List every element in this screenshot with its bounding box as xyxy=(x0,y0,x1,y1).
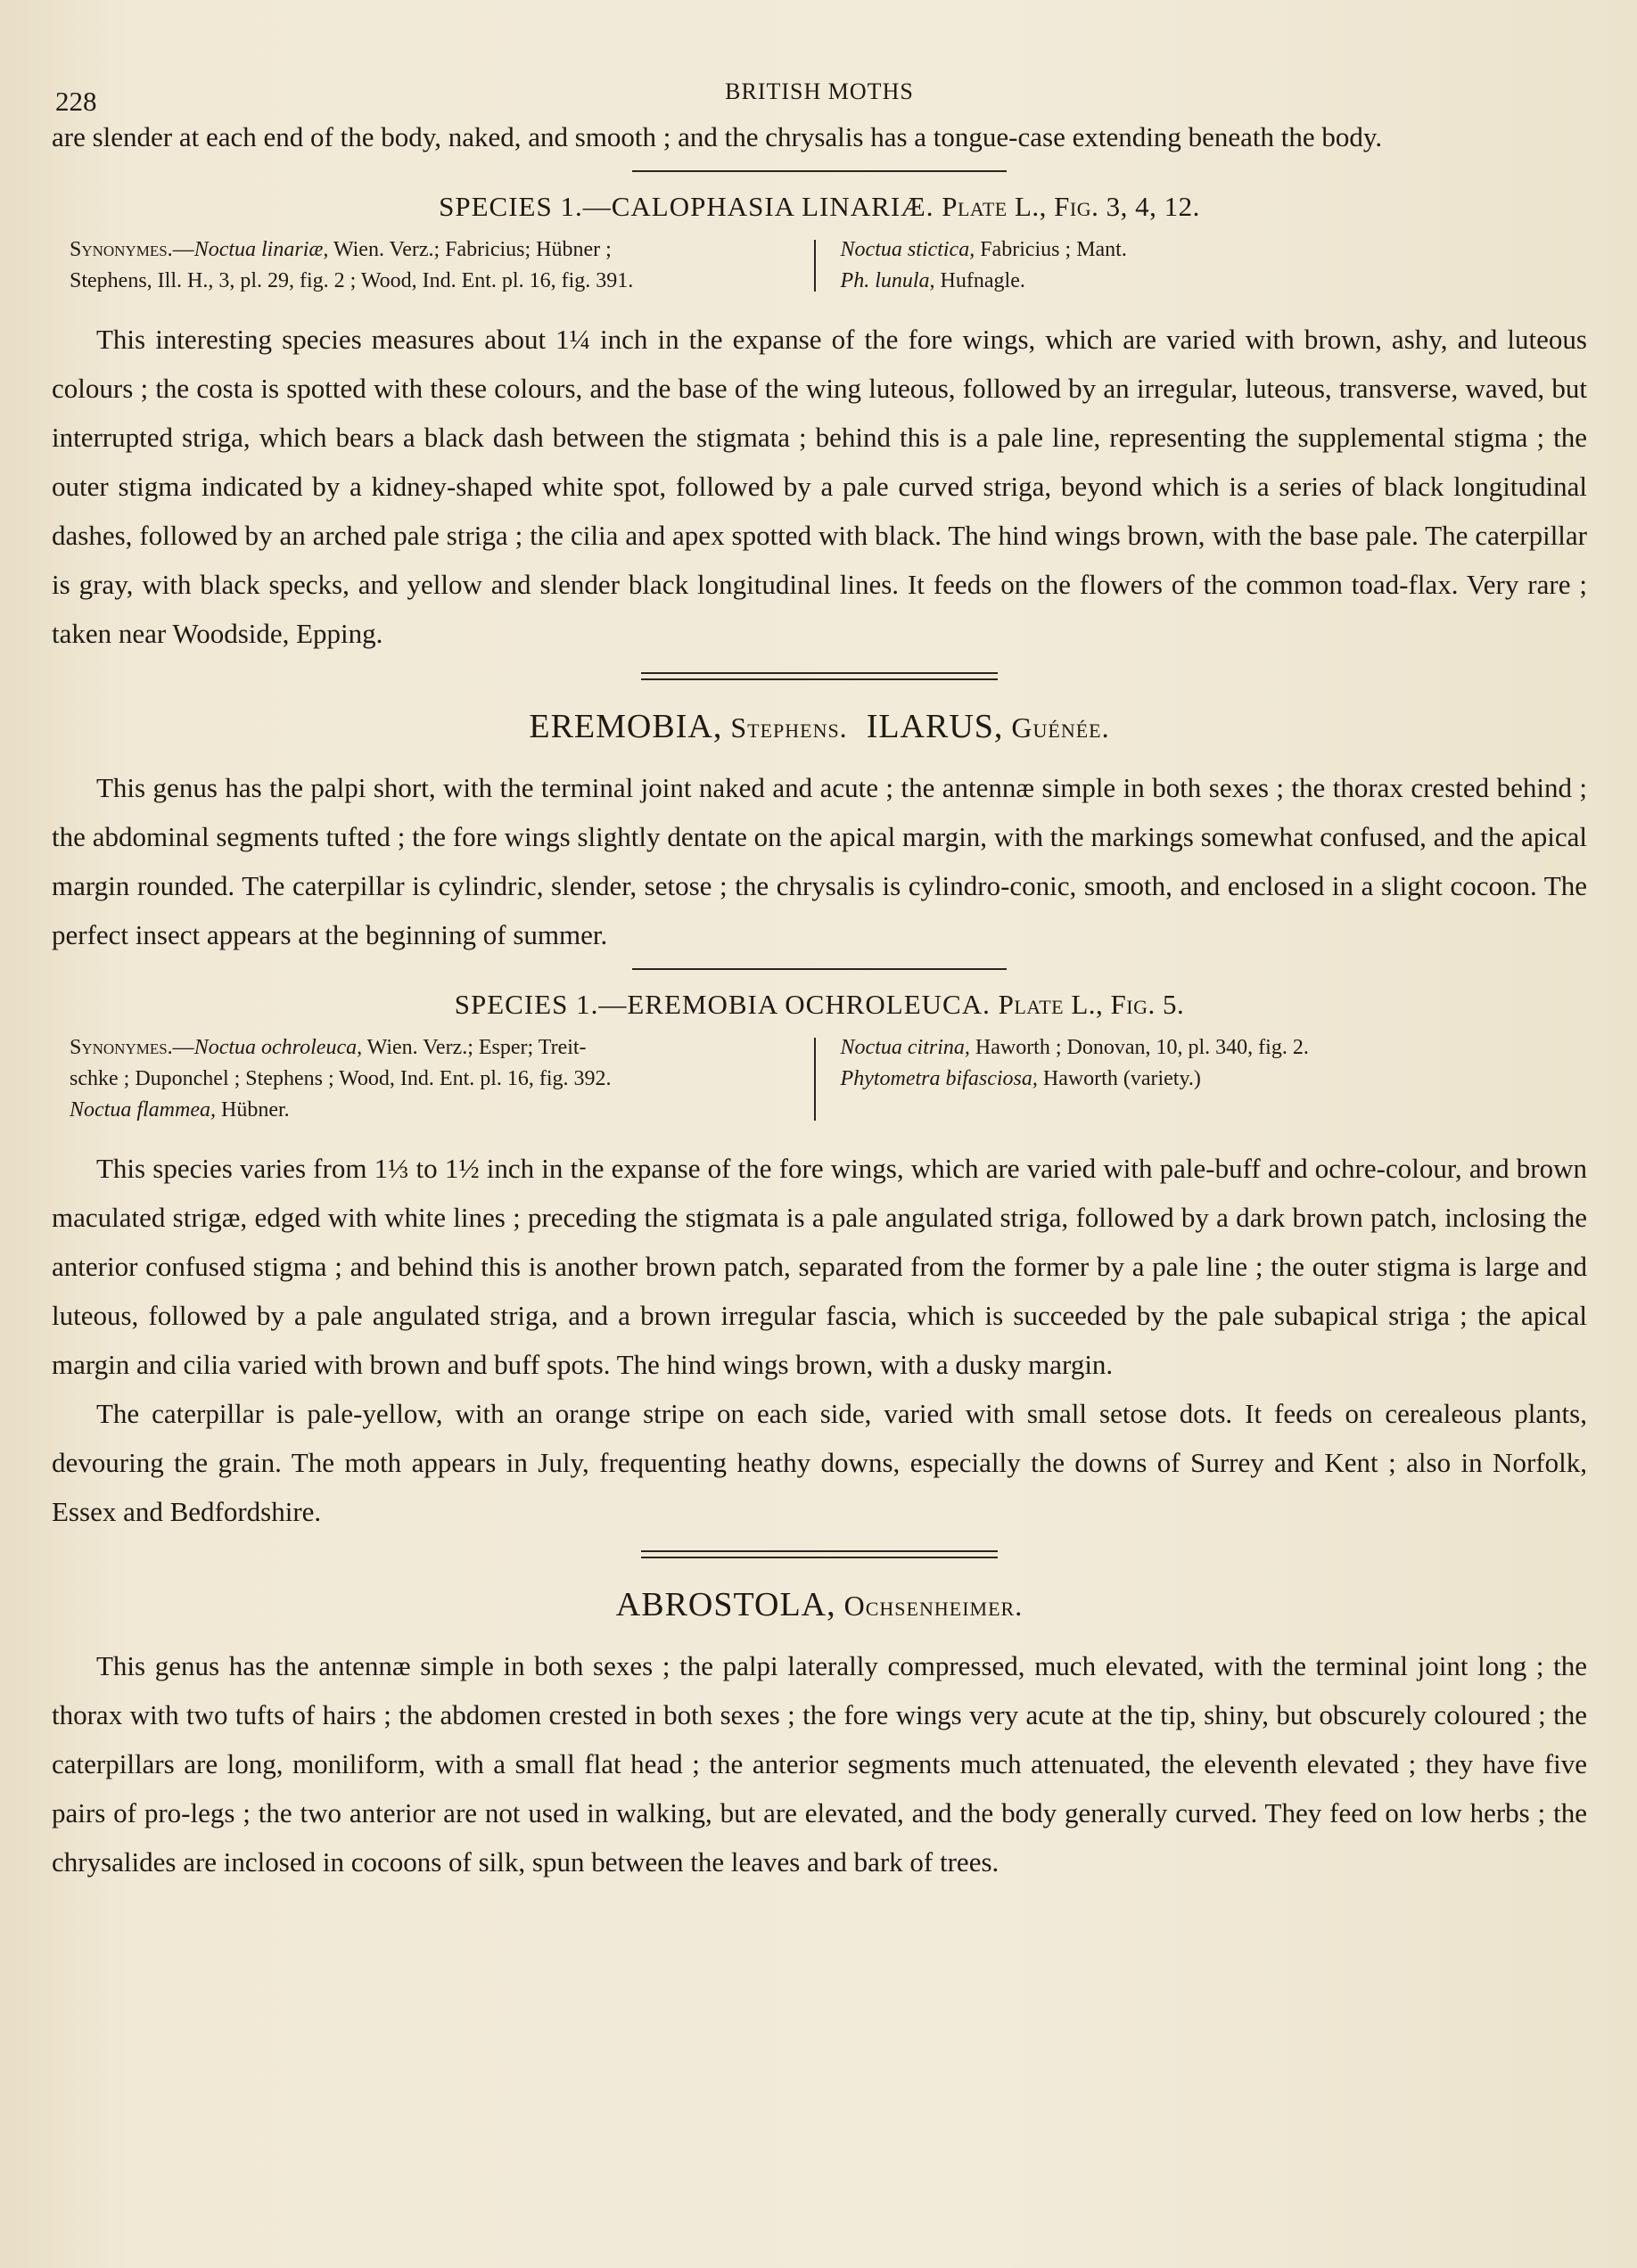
synonyms-block xyxy=(52,234,1587,297)
section-rule xyxy=(632,170,1007,172)
synonyms-label: Synonymes.— xyxy=(70,1036,194,1059)
synonym-ref: Haworth (variety.) xyxy=(1037,1067,1201,1090)
synonym-ref: Hübner. xyxy=(215,1098,290,1122)
synonym-name: Phytometra bifasciosa, xyxy=(840,1067,1038,1090)
species-description: This interesting species measures about 1¼ inch in the expanse of the fore wings, which are varied with brown, ashy, and luteous colours ; the costa is spotted with these colours, and the base of the wing luteous, followed by an irregular, luteous, transverse, waved, but interrupted striga, which bears a black dash between the stigmata ; behind this is a pale line, representing the supplemental stigma ; the outer stigma indicated by a kidney-shaped white spot, followed by a pale curved striga, beyond which is a series of black longitudinal dashes, followed by an arched pale striga ; the cilia and apex spotted with black. The hind wings brown, with the base pale. The caterpillar is gray, with black specks, and yellow and slender black longitudinal lines. It feeds on the flowers of the common toad-flax. Very rare ; taken near Woodside, Epping. xyxy=(52,324,1587,649)
synonym-name: Noctua linariæ, xyxy=(193,238,329,261)
running-head xyxy=(52,62,1587,117)
plate-reference: Plate L., Fig. 3, 4, 12. xyxy=(942,191,1200,222)
synonym-ref: Stephens, Ill. H., 3, pl. 29, fig. 2 ; Wood, Ind. Ent. pl. 16, fig. 391. xyxy=(70,269,634,292)
genus-name: EREMOBIA, xyxy=(529,708,723,745)
section-double-rule xyxy=(641,672,998,680)
synonym-ref: Haworth ; Donovan, 10, pl. 340, fig. 2. xyxy=(969,1036,1309,1059)
species-title: SPECIES 1.—EREMOBIA OCHROLEUCA. xyxy=(454,989,991,1020)
synonym-ref: Wien. Verz.; Fabricius; Hübner ; xyxy=(328,238,612,261)
running-title: BRITISH MOTHS xyxy=(725,78,914,104)
genus-author: Ochsenheimer. xyxy=(835,1590,1024,1622)
synonym-ref: Wien. Verz.; Esper; Treit- xyxy=(362,1036,587,1059)
genus-description: This genus has the palpi short, with the terminal joint naked and acute ; the antennæ simple in both sexes ; the thorax crested behind ; the abdominal segments tufted ; the fore wings slightly dentate on the apical margin, with the markings somewhat confused, and the apical margin rounded. The caterpillar is cylindric, slender, setose ; the chrysalis is cylindro-conic, smooth, and enclosed in a slight cocoon. The perfect insect appears at the beginning of summer. xyxy=(52,772,1587,950)
synonyms-right xyxy=(841,1032,1587,1126)
section-rule xyxy=(632,968,1007,970)
synonym-name: Noctua flammea, xyxy=(70,1098,216,1122)
species-heading xyxy=(52,185,1587,229)
synonym-ref: Fabricius ; Mant. xyxy=(975,238,1127,261)
species-heading xyxy=(52,982,1587,1027)
synonym-name: Noctua ochroleuca, xyxy=(193,1036,363,1059)
synonyms-left xyxy=(52,1032,789,1126)
species-description: This species varies from 1⅓ to 1½ inch in the expanse of the fore wings, which are varied with pale-buff and ochre-colour, and brown maculated strigæ, edged with white lines ; preceding the stigmata is a pale angulated striga, followed by a dark brown patch, inclosing the anterior confused stigma ; and behind this is another brown patch, separated from the former by a pale line ; the outer stigma is large and luteous, followed by a pale angulated striga, and a brown irregular fascia, which is succeeded by the pale subapical striga ; the apical margin and cilia varied with brown and buff spots. The hind wings brown, with a dusky margin. xyxy=(52,1153,1587,1380)
page-number: 228 xyxy=(55,86,97,117)
genus-heading xyxy=(52,700,1587,754)
genus-name: ILARUS, xyxy=(866,708,1004,745)
synonym-name: Noctua stictica, xyxy=(840,238,975,261)
synonym-name: Ph. lunula, xyxy=(840,269,935,292)
species-description-caterpillar: The caterpillar is pale-yellow, with an orange stripe on each side, varied with small setose dots. It feeds on cerealeous plants, devouring the grain. The moth appears in July, frequenting heathy downs, especially the downs of Surrey and Kent ; also in Norfolk, Essex and Bedfordshire. xyxy=(52,1398,1587,1527)
genus-name: ABROSTOLA, xyxy=(615,1586,836,1623)
section-double-rule xyxy=(641,1550,998,1558)
genus-author: Guénée. xyxy=(1003,711,1110,744)
synonym-ref: schke ; Duponchel ; Stephens ; Wood, Ind. Ent. pl. 16, fig. 392. xyxy=(70,1067,612,1090)
synonyms-block xyxy=(52,1032,1587,1126)
synonyms-left xyxy=(52,234,789,297)
genus-author: Stephens. xyxy=(722,711,848,744)
genus-description: This genus has the antennæ simple in both sexes ; the palpi laterally compressed, much elevated, with the terminal joint long ; the thorax with two tufts of hairs ; the abdomen crested in both sexes ; the fore wings very acute at the tip, shiny, but obscurely coloured ; the caterpillars are long, moniliform, with a small flat head ; the anterior segments much attenuated, the eleventh elevated ; they have five pairs of pro-legs ; the two anterior are not used in walking, but are elevated, and the body generally curved. They feed on low herbs ; the chrysalides are inclosed in cocoons of silk, spun between the leaves and bark of trees. xyxy=(52,1650,1587,1878)
plate-reference: Plate L., Fig. 5. xyxy=(998,989,1185,1020)
species-title: SPECIES 1.—CALOPHASIA LINARIÆ. xyxy=(439,191,934,222)
genus-heading xyxy=(52,1578,1587,1632)
synonym-name: Noctua citrina, xyxy=(840,1036,970,1059)
synonyms-label: Synonymes.— xyxy=(70,238,194,261)
synonyms-divider xyxy=(814,240,816,292)
intro-paragraph: are slender at each end of the body, naked, and smooth ; and the chrysalis has a tongue-case extending beneath the body. xyxy=(52,121,1383,152)
synonym-ref: Hufnagle. xyxy=(934,269,1025,292)
synonyms-divider xyxy=(814,1038,816,1121)
synonyms-right xyxy=(841,234,1587,297)
